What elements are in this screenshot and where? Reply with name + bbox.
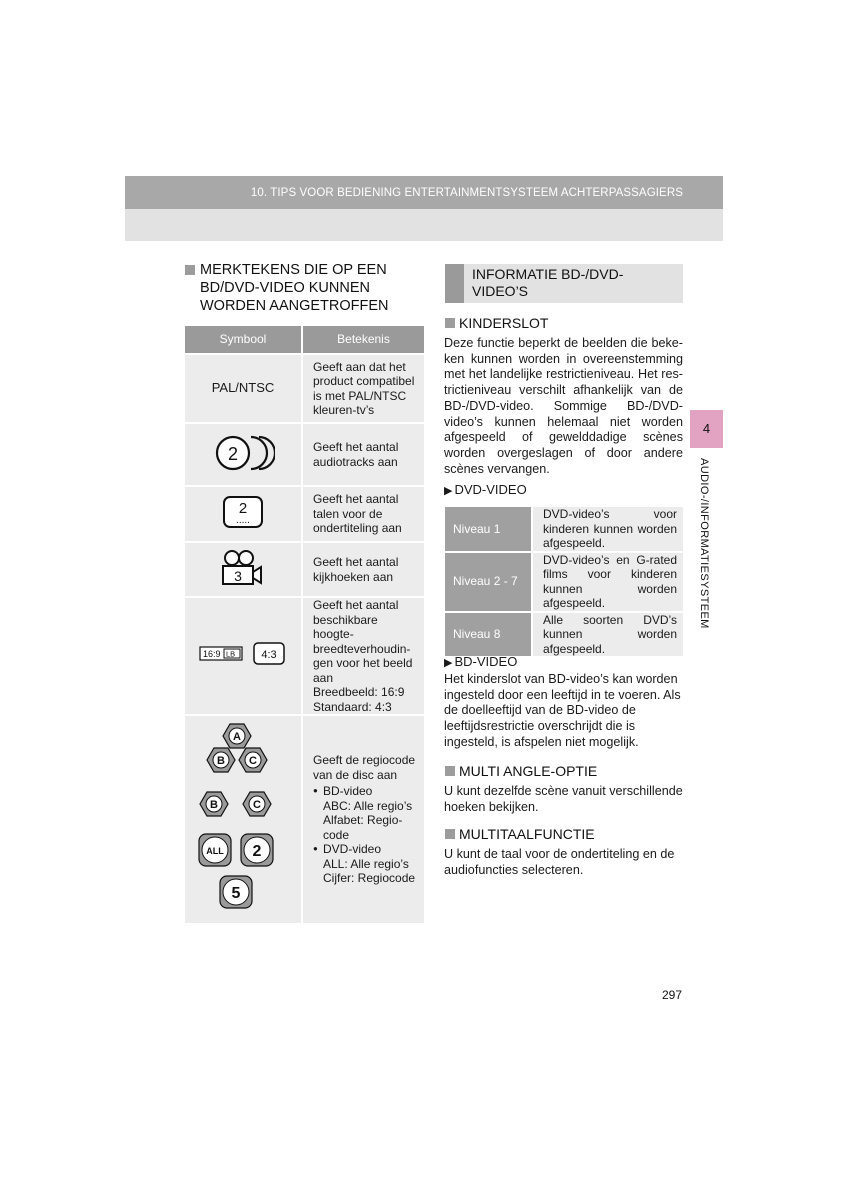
subheading-kinderslot: KINDERSLOT: [445, 315, 548, 332]
level-cell: Niveau 2 - 7: [445, 552, 532, 612]
region-bullet-list: [313, 784, 416, 886]
square-bullet-icon: [185, 265, 195, 275]
page-number: 297: [662, 988, 683, 1002]
level-desc-cell: DVD-video’s en G-rated films voor kinderen kunnen worden afgespeeld.: [532, 552, 683, 612]
bd-region-abc-icon: [207, 724, 267, 772]
angles-count: 3: [234, 567, 242, 584]
bd-video-label: ▶ BD-VIDEO: [444, 654, 518, 669]
level-desc-cell: DVD-video’s voor kinderen kunnen worden afgespeeld.: [532, 507, 683, 552]
table-row: [185, 715, 424, 923]
chapter-tab-number: 4: [690, 410, 723, 448]
level-desc-cell: Alle soorten DVD’s kunnen worden afgespeeld.: [532, 612, 683, 658]
symbol-pal-ntsc: PAL/NTSC: [185, 354, 302, 423]
subtitle-count: 2: [238, 500, 248, 518]
square-bullet-icon: [445, 318, 455, 328]
audio-tracks-icon: [211, 431, 275, 475]
table-row: [185, 423, 424, 486]
bd-region-c-icon: [243, 792, 271, 816]
svg-text:5: 5: [231, 884, 241, 902]
table-row: [185, 542, 424, 597]
dvd-video-label: ▶ DVD-VIDEO: [444, 482, 527, 497]
chapter-tab-label: AUDIO-/INFORMATIESYSTEEM: [698, 458, 710, 629]
chapter-title: 10. TIPS VOOR BEDIENING ENTERTAINMENTSYSTEEM ACHTERPASSAGIERS: [250, 187, 683, 199]
svg-text:C: C: [249, 754, 257, 767]
list-item: ● DVD-video ALL: Alle regio’s Cijfer: Regiocode: [313, 842, 416, 886]
svg-text:B: B: [217, 754, 225, 767]
table-row: [185, 597, 424, 715]
square-bullet-icon: [445, 829, 455, 839]
title-accent-bar: [445, 264, 464, 303]
table-row: [185, 354, 424, 423]
aspect-16-9: 16:9: [203, 649, 221, 660]
svg-text:A: A: [233, 730, 241, 743]
subheading-multitaal: MULTITAALFUNCTIE: [445, 826, 595, 843]
info-section-title: INFORMATIE BD-/DVD-VIDEO’S: [472, 266, 624, 299]
table-header-row: [185, 326, 424, 354]
meaning-cell: Geeft het aantal kijkhoeken aan: [302, 542, 424, 597]
triangle-right-icon: ▶: [444, 657, 453, 669]
subheading-multi-angle: MULTI ANGLE-OPTIE: [445, 763, 597, 780]
camera-angles-icon: [219, 548, 267, 588]
bd-video-paragraph: Het kinderslot van BD-video’s kan worden ingesteld door een leeftijd in te voeren. Als de doelleeftijd van de BD-video de leeftijdsrestrictie overschrijdt die is ingesteld, is afspelen niet mogelijk.: [444, 672, 681, 749]
dvd-region-2-icon: [241, 834, 273, 866]
aspect-4-3: 4:3: [261, 649, 277, 662]
table-row: [445, 507, 683, 552]
multi-angle-paragraph: U kunt dezelfde scène vanuit verschillende hoeken bekijken.: [444, 784, 683, 814]
square-bullet-icon: [445, 766, 455, 776]
dvd-region-5-icon: [220, 876, 252, 908]
svg-text:ALL: ALL: [206, 845, 224, 856]
header-band: [125, 209, 723, 241]
svg-text:2: 2: [252, 842, 262, 860]
aspect-ratio-icon: [198, 641, 288, 667]
bd-region-b-icon: [200, 792, 228, 816]
header-bar: [125, 176, 723, 209]
meaning-widescreen: Breedbeeld: 16:9: [313, 685, 405, 699]
multitaal-paragraph: U kunt de taal voor de ondertiteling en de audiofuncties selecteren.: [444, 847, 675, 877]
svg-text:B: B: [210, 798, 218, 811]
info-section-title-box: [445, 264, 683, 303]
meaning-standard: Standaard: 4:3: [313, 699, 392, 714]
table-row: [445, 612, 683, 658]
section-heading-marks: MERKTEKENS DIE OP EEN BD/DVD-VIDEO KUNNEN WORDEN AANGETROFFEN: [185, 261, 420, 315]
table-row: [185, 486, 424, 542]
meaning-cell: Geeft het aantal talen voor de ondertiteling aan: [302, 486, 424, 542]
meaning-cell: Geeft de regiocode van de disc aan: [313, 753, 416, 782]
level-cell: Niveau 8: [445, 612, 532, 658]
svg-text:C: C: [253, 798, 261, 811]
triangle-right-icon: ▶: [444, 485, 453, 497]
table-row: [445, 552, 683, 612]
region-code-icon: [198, 718, 288, 918]
dvd-region-all-icon: [199, 834, 231, 866]
aspect-lb: LB: [226, 649, 236, 659]
kinderslot-paragraph: Deze functie beperkt de beelden die bekeken kunnen worden in overeenstemming met het landelijke restrictieniveau. Het restrictieniveau verschilt afhankelijk van de BD-/DVD-video. Sommige BD-/DVD-video’s kunnen helemaal niet worden afgespeeld of gewelddadige scènes worden overgeslagen of door andere scènes vervangen.: [444, 336, 683, 476]
column-header-meaning: Betekenis: [302, 326, 424, 354]
audio-tracks-count: 2: [227, 443, 239, 464]
meaning-cell: Geeft het aantal beschikbare hoogtebreedteverhoudingen voor het beeld aan: [313, 598, 413, 685]
subtitle-dots: .....: [236, 515, 250, 527]
list-item: ● BD-video ABC: Alle regio’s Alfabet: Regiocode: [313, 784, 416, 842]
meaning-cell: Geeft het aantal audiotracks aan: [302, 423, 424, 486]
column-header-symbol: Symbool: [185, 326, 302, 354]
meaning-cell: Geeft aan dat het product compatibel is met PAL/NTSC kleuren-tv’s: [302, 354, 424, 423]
restriction-levels-table: [445, 507, 683, 658]
symbols-table: [185, 326, 424, 923]
level-cell: Niveau 1: [445, 507, 532, 552]
subtitle-languages-icon: [221, 494, 265, 530]
